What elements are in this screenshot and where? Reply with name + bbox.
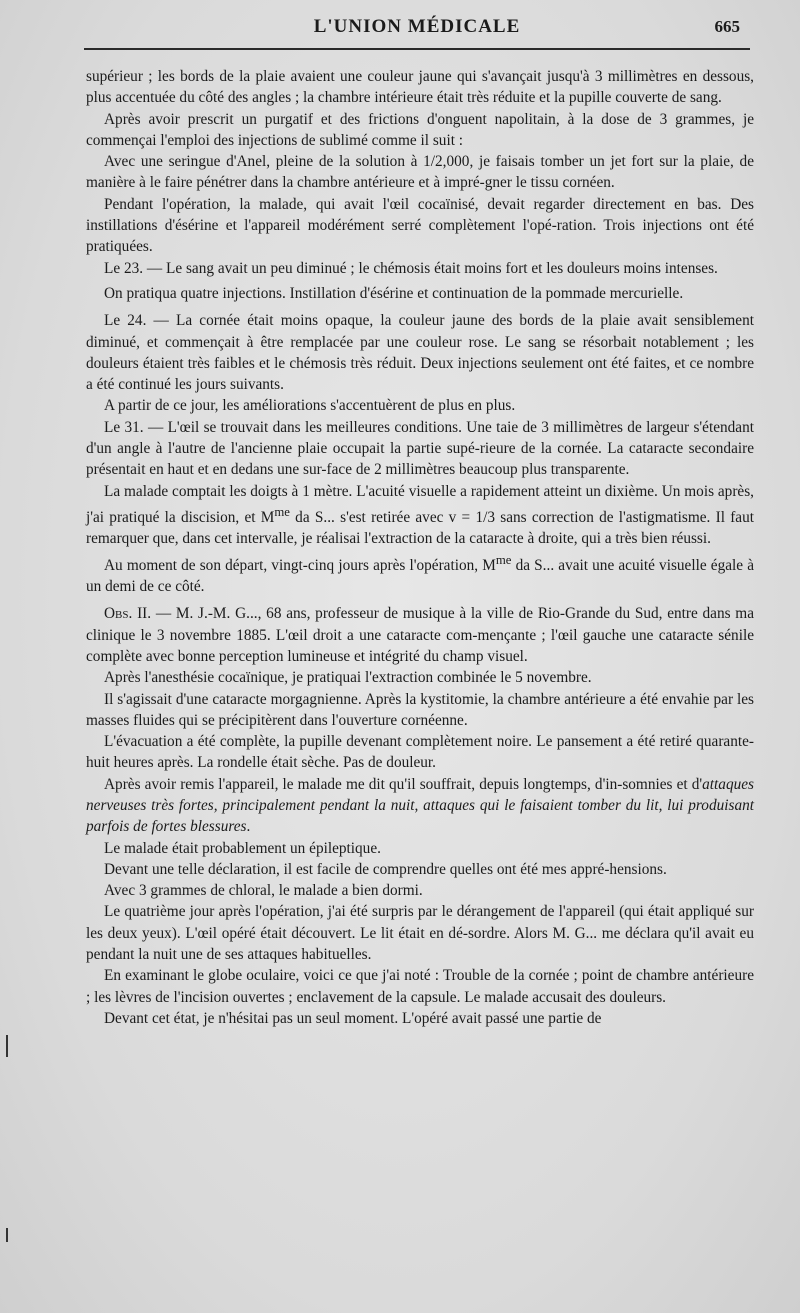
paragraph: Devant une telle déclaration, il est facile de comprendre quelles ont été mes appré-hensions.: [104, 860, 667, 878]
paragraph: Pendant l'opération, la malade, qui avait l'œil cocaïnisé, devait regarder directement en bas. Des instillations d'ésérine et l'appareil modérément serré complètement l'opé-ration. Trois injections ont été pratiquées.: [86, 195, 754, 256]
paragraph: Le malade était probablement un épileptique.: [104, 839, 381, 857]
text-run: Au moment de son départ, vingt-cinq jours après l'opération, M: [104, 556, 496, 574]
text-run: — M. J.-M. G..., 68 ans, professeur de musique à la ville de Rio-Grande du Sud, entre dans ma clinique le 3 novembre 1885. L'œil droit a une cataracte com-mençante ; l'œil gauche une cataracte sénile complète avec bonne perception lumineuse et intégrité du champ visuel.: [86, 605, 754, 665]
italic-text: attaques nerveuses très fortes, principalement pendant la nuit, attaques qui le faisaient tomber du lit, lui produisant parfois de fortes blessures: [86, 775, 754, 836]
scan-edge-mark: [6, 1228, 8, 1242]
running-title: L'UNION MÉDICALE: [313, 16, 521, 37]
paragraph: Avec 3 grammes de chloral, le malade a bien dormi.: [104, 882, 423, 900]
paragraph: [86, 550, 754, 598]
paragraph: Le 24. — La cornée était moins opaque, la couleur jaune des bords de la plaie avait sensiblement diminué, et commençait à être remplacée par une couleur rose. Le sang se résorbait notablement ; les douleurs étaient très faibles et le chémosis très réduit. Deux injections seulement ont été faites, et ce nombre a été continué les jours suivants.: [86, 312, 754, 394]
superscript: me: [495, 552, 512, 567]
text-run: da S... s'est retirée avec v = 1/3 sans correction de l'astigmatisme. Il faut remarquer que, dans cet intervalle, je réalisai l'extraction de la cataracte à droite, qui a très bien réussi.: [86, 509, 754, 548]
paragraph: Le 23. — Le sang avait un peu diminué ; le chémosis était moins fort et les douleurs moins intenses.: [104, 259, 718, 277]
scan-edge-mark: [6, 1035, 8, 1057]
paragraph: Le quatrième jour après l'opération, j'ai été surpris par le dérangement de l'appareil (qui était appliqué sur les deux yeux). L'œil opéré était découvert. Le lit était en dé-sordre. Alors M. G... me déclara qu'il avait eu pendant la nuit une de ses attaques habituelles.: [86, 903, 754, 964]
paragraph: Il s'agissait d'une cataracte morgagnienne. Après la kystitomie, la chambre antérieure a été envahie par les masses fluides qui se précipitèrent dans l'ouverture cornéenne.: [86, 690, 754, 729]
paragraph: A partir de ce jour, les améliorations s'accentuèrent de plus en plus.: [104, 397, 516, 415]
paragraph: Avec une seringue d'Anel, pleine de la solution à 1/2,000, je faisais tomber un jet fort sur la plaie, de manière à le faire pénétrer dans la chambre antérieure et à impré-gner le tissu cornéen.: [86, 153, 754, 192]
text-run: .: [246, 818, 251, 836]
text-run: La malade comptait les doigts à 1 mètre. L'acuité visuelle a rapidement atteint un dixième. Un mois après, j'ai pratiqué la discision, et M: [86, 482, 754, 527]
superscript: me: [274, 504, 290, 519]
paragraph: Devant cet état, je n'hésitai pas un seul moment. L'opéré avait passé une partie de: [104, 1009, 602, 1027]
paragraph: Après avoir prescrit un purgatif et des frictions d'onguent napolitain, à la dose de 3 grammes, je commençai l'emploi des injections de sublimé comme il suit :: [86, 110, 754, 149]
header-rule: [84, 48, 750, 50]
article-body: [86, 66, 754, 1029]
paragraph: [86, 481, 754, 550]
page-number: 665: [714, 17, 740, 36]
paragraph: On pratiqua quatre injections. Instillation d'ésérine et continuation de la pommade mercurielle.: [104, 284, 684, 302]
paragraph: Le 31. — L'œil se trouvait dans les meilleures conditions. Une taie de 3 millimètres de largeur s'étendant d'un angle à l'autre de l'ancienne plaie occupait la partie supé-rieure de la cornée. La cataracte secondaire présentait en haut et en dedans une sur-face de 2 millimètres beaucoup plus transparente.: [86, 418, 754, 479]
paragraph: supérieur ; les bords de la plaie avaient une couleur jaune qui s'avançait jusqu'à 3 millimètres en dessous, plus accentuée du côté des angles ; la chambre intérieure était très réduite et la pupille couverte de sang.: [86, 68, 754, 107]
page-header: [84, 16, 750, 46]
paragraph: [86, 774, 754, 838]
observation-label: Obs. II.: [104, 605, 152, 623]
paragraph: En examinant le globe oculaire, voici ce que j'ai noté : Trouble de la cornée ; point de chambre antérieure ; les lèvres de l'incision ouvertes ; enclavement de la capsule. Le malade accusait des douleurs.: [86, 967, 754, 1006]
text-run: da S... avait une acuité visuelle égale à un demi de ce côté.: [86, 556, 754, 596]
observation-paragraph: [86, 603, 754, 667]
paragraph: Après l'anesthésie cocaïnique, je pratiquai l'extraction combinée le 5 novembre.: [104, 669, 592, 687]
text-run: Après avoir remis l'appareil, le malade me dit qu'il souffrait, depuis longtemps, d'in-somnies et d': [104, 775, 703, 793]
paragraph: L'évacuation a été complète, la pupille devenant complètement noire. Le pansement a été retiré quarante-huit heures après. La rondelle était sèche. Pas de douleur.: [86, 733, 754, 772]
